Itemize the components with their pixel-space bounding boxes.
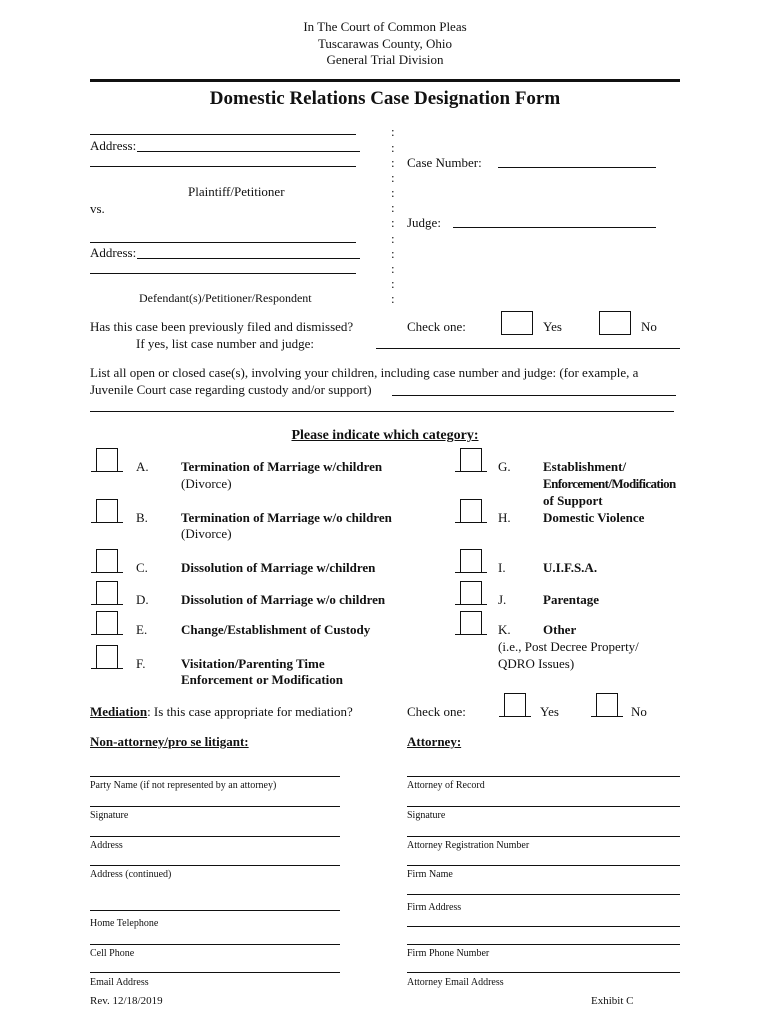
category-k-checkbox[interactable]: [460, 611, 482, 635]
category-g-sublabel-2: of Support: [543, 493, 603, 508]
judge-line[interactable]: [453, 227, 656, 228]
category-f-label: Visitation/Parenting Time: [181, 656, 325, 671]
category-b-sublabel: (Divorce): [181, 526, 232, 541]
defendant-address-line[interactable]: [137, 258, 360, 259]
caption-colon: :: [391, 170, 395, 185]
litigant-signature-label: Signature: [90, 810, 129, 821]
plaintiff-address-line[interactable]: [137, 151, 360, 152]
home-telephone-line[interactable]: [90, 910, 340, 911]
category-d-checkbox[interactable]: [96, 581, 118, 605]
caption-colon: :: [391, 124, 395, 139]
attorney-signature-line[interactable]: [407, 806, 680, 807]
exhibit-label: Exhibit C: [591, 995, 634, 1007]
mediation-yes-checkbox[interactable]: [504, 693, 526, 717]
category-f-checkbox[interactable]: [96, 645, 118, 669]
mediation-label: Mediation: [90, 704, 148, 719]
category-d-letter: D.: [136, 592, 149, 607]
category-h-checkbox[interactable]: [460, 499, 482, 523]
category-h-label: Domestic Violence: [543, 510, 645, 525]
litigant-address-label: Address: [90, 840, 123, 851]
category-a-letter: A.: [136, 459, 149, 474]
party-name-line[interactable]: [90, 776, 340, 777]
mediation-yes-label: Yes: [540, 704, 559, 719]
cell-phone-line[interactable]: [90, 944, 340, 945]
firm-address-line[interactable]: [407, 926, 680, 927]
previously-filed-answer-line[interactable]: [376, 348, 680, 349]
litigant-email-line[interactable]: [90, 972, 340, 973]
litigant-address-line[interactable]: [90, 836, 340, 837]
case-number-line[interactable]: [498, 167, 656, 168]
caption-colon: :: [391, 185, 395, 200]
caption-colon: :: [391, 215, 395, 230]
attorney-signature-label: Signature: [407, 810, 446, 821]
category-c-label: Dissolution of Marriage w/children: [181, 560, 376, 575]
category-heading: Please indicate which category:: [291, 428, 479, 443]
category-k-label: Other: [543, 622, 577, 637]
category-i-label: U.I.F.S.A.: [543, 560, 598, 575]
category-i-letter: I.: [498, 560, 506, 575]
category-f-letter: F.: [136, 656, 146, 671]
vs-label: vs.: [90, 201, 105, 216]
open-cases-answer-line-2[interactable]: [90, 411, 674, 412]
litigant-address-continued-label: Address (continued): [90, 869, 172, 880]
firm-phone-label: Firm Phone Number: [407, 948, 490, 959]
caption-colon: :: [391, 291, 395, 306]
litigant-heading: Non-attorney/pro se litigant:: [90, 734, 249, 749]
previously-filed-no-checkbox[interactable]: [599, 311, 631, 335]
category-j-label: Parentage: [543, 592, 600, 607]
attorney-email-label: Attorney Email Address: [407, 977, 504, 988]
firm-name-label: Firm Name: [407, 869, 453, 880]
case-number-label: Case Number:: [407, 155, 482, 170]
judge-label: Judge:: [407, 215, 441, 230]
category-f-sublabel: Enforcement or Modification: [181, 672, 343, 687]
defendant-label: Defendant(s)/Petitioner/Respondent: [139, 291, 312, 305]
litigant-email-label: Email Address: [90, 977, 149, 988]
defendant-name-line[interactable]: [90, 242, 356, 243]
caption-colon: :: [391, 231, 395, 246]
header-divider: [90, 79, 680, 82]
attorney-email-line[interactable]: [407, 972, 680, 973]
category-b-label: Termination of Marriage w/o children: [181, 510, 392, 525]
category-b-checkbox[interactable]: [96, 499, 118, 523]
county-name: Tuscarawas County, Ohio: [317, 36, 453, 51]
open-cases-answer-line[interactable]: [392, 395, 676, 396]
category-e-letter: E.: [136, 622, 148, 637]
mediation-no-label: No: [631, 704, 647, 719]
category-k-sublabel-2: QDRO Issues): [498, 656, 575, 671]
revision-date: Rev. 12/18/2019: [90, 995, 163, 1007]
category-e-label: Change/Establishment of Custody: [181, 622, 371, 637]
category-e-checkbox[interactable]: [96, 611, 118, 635]
firm-phone-line[interactable]: [407, 944, 680, 945]
defendant-address-label: Address:: [90, 245, 137, 260]
defendant-address-line-2[interactable]: [90, 273, 356, 274]
caption-colon: :: [391, 200, 395, 215]
litigant-signature-line[interactable]: [90, 806, 340, 807]
previously-filed-yes-label: Yes: [543, 319, 562, 334]
category-g-letter: G.: [498, 459, 511, 474]
plaintiff-label: Plaintiff/Petitioner: [188, 184, 285, 199]
cell-phone-label: Cell Phone: [90, 948, 135, 959]
litigant-address-continued-line[interactable]: [90, 865, 340, 866]
previously-filed-question: Has this case been previously filed and dismissed?: [90, 319, 354, 334]
category-g-sublabel: Enforcement/Modification: [543, 476, 676, 491]
firm-address-label: Firm Address: [407, 902, 462, 913]
firm-name-line[interactable]: [407, 865, 680, 866]
firm-name-extra-line[interactable]: [407, 894, 680, 895]
category-h-letter: H.: [498, 510, 511, 525]
category-g-label: Establishment/: [543, 459, 627, 474]
party-name-label: Party Name (if not represented by an attorney): [90, 780, 277, 791]
category-a-sublabel: (Divorce): [181, 476, 232, 491]
attorney-of-record-label: Attorney of Record: [407, 780, 485, 791]
category-g-checkbox[interactable]: [460, 448, 482, 472]
previously-filed-yes-checkbox[interactable]: [501, 311, 533, 335]
previously-filed-check-one: Check one:: [407, 319, 466, 334]
form-title: Domestic Relations Case Designation Form: [209, 88, 561, 109]
caption-colon: :: [391, 140, 395, 155]
home-telephone-label: Home Telephone: [90, 918, 159, 929]
attorney-of-record-line[interactable]: [407, 776, 680, 777]
previously-filed-followup: If yes, list case number and judge:: [136, 336, 314, 351]
category-k-letter: K.: [498, 622, 511, 637]
category-a-label: Termination of Marriage w/children: [181, 459, 383, 474]
division-name: General Trial Division: [326, 52, 444, 67]
mediation-question: [90, 704, 353, 720]
attorney-registration-line[interactable]: [407, 836, 680, 837]
caption-colon: :: [391, 276, 395, 291]
plaintiff-name-line[interactable]: [90, 134, 356, 135]
category-i-checkbox[interactable]: [460, 549, 482, 573]
category-j-checkbox[interactable]: [460, 581, 482, 605]
previously-filed-no-label: No: [641, 319, 657, 334]
plaintiff-address-line-2[interactable]: [90, 166, 356, 167]
mediation-no-checkbox[interactable]: [596, 693, 618, 717]
category-j-letter: J.: [498, 592, 507, 607]
category-b-letter: B.: [136, 510, 148, 525]
category-c-checkbox[interactable]: [96, 549, 118, 573]
mediation-question-text: : Is this case appropriate for mediation?: [147, 704, 353, 719]
category-c-letter: C.: [136, 560, 148, 575]
caption-colon: :: [391, 155, 395, 170]
mediation-check-one: Check one:: [407, 704, 466, 719]
court-name: In The Court of Common Pleas: [303, 19, 467, 34]
plaintiff-address-label: Address:: [90, 138, 137, 153]
category-d-label: Dissolution of Marriage w/o children: [181, 592, 386, 607]
open-cases-instruction: List all open or closed case(s), involving your children, including case number and judge: (for example, a: [90, 365, 639, 380]
attorney-registration-label: Attorney Registration Number: [407, 840, 530, 851]
caption-colon: :: [391, 246, 395, 261]
caption-colon: :: [391, 261, 395, 276]
open-cases-instruction-2: Juvenile Court case regarding custody and/or support): [90, 382, 372, 397]
attorney-heading: Attorney:: [407, 734, 462, 749]
category-k-sublabel: (i.e., Post Decree Property/: [498, 639, 639, 654]
category-a-checkbox[interactable]: [96, 448, 118, 472]
